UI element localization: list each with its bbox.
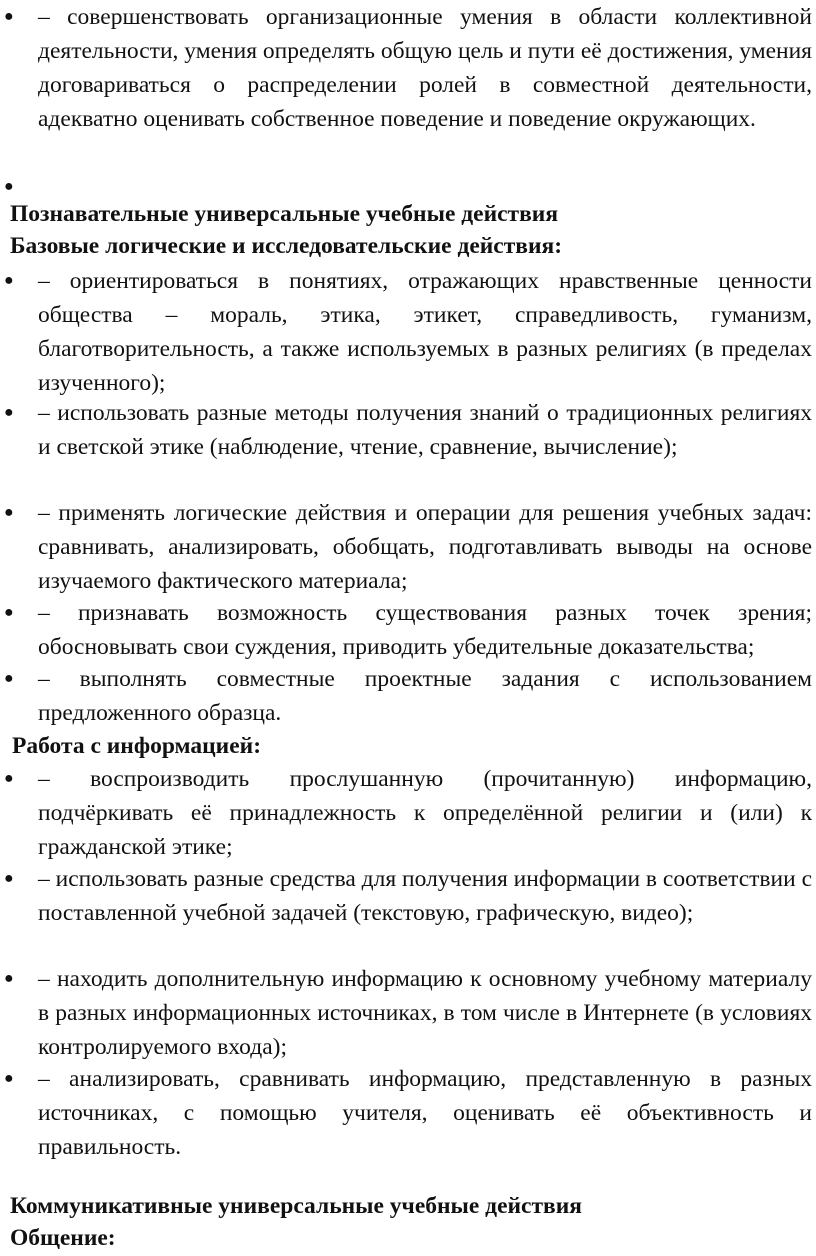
bullet-icon: ● [4, 504, 14, 521]
info-list-3 [0, 962, 816, 1064]
list-item [0, 596, 816, 664]
info-list-4 [0, 1062, 816, 1164]
info-list-2 [0, 862, 816, 930]
section-title-information: Работа с информацией: [12, 733, 262, 759]
cognitive-list-3 [0, 496, 816, 598]
list-item-text: – воспроизводить прослушанную (прочитанную) информацию, подчёркивать её принадлежность к определённой религии и (или) к гражданской этике; [38, 766, 812, 860]
list-item [0, 962, 816, 1064]
list-item-text: – находить дополнительную информацию к основному учебному материалу в разных информационных источниках, в том числе в Интернете (в условиях контролируемого входа); [38, 966, 812, 1060]
list-item-text: – применять логические действия и операции для решения учебных задач: сравнивать, анализировать, обобщать, подготавливать выводы на основе изучаемого фактического материала; [38, 500, 812, 594]
bullet-icon: ● [4, 8, 14, 25]
section-title-cognitive: Познавательные универсальные учебные действия [10, 201, 559, 227]
cognitive-list-4 [0, 596, 816, 664]
list-item [0, 264, 816, 400]
list-item-text: – совершенствовать организационные умения в области коллективной деятельности, умения определять общую цель и пути её достижения, умения договариваться о распределении ролей в совместной деятельности, адекватно оценивать собственное поведение и поведение окружающих. [38, 4, 812, 132]
section-subtitle-communication: Общение: [10, 1225, 116, 1251]
cognitive-list [0, 264, 816, 400]
bullet-icon: ● [4, 870, 14, 887]
list-item [0, 1062, 816, 1164]
list-item-text: – выполнять совместные проектные задания с использованием предложенного образца. [38, 666, 812, 726]
cognitive-list-5 [0, 662, 816, 730]
bullet-icon: ● [4, 272, 14, 289]
info-list-1 [0, 762, 816, 864]
bullet-icon: ● [4, 604, 14, 621]
list-item [0, 862, 816, 930]
section-subtitle-logical: Базовые логические и исследовательские действия: [10, 233, 563, 259]
list-item [0, 762, 816, 864]
list-item-text: – анализировать, сравнивать информацию, представленную в разных источниках, с помощью учителя, оценивать её объективность и правильность. [38, 1066, 812, 1160]
list-item-text: – использовать разные методы получения знаний о традиционных религиях и светской этике (наблюдение, чтение, сравнение, вычисление); [38, 400, 812, 460]
cognitive-list-2 [0, 396, 816, 464]
top-list [0, 0, 816, 136]
list-item [0, 662, 816, 730]
list-item [0, 496, 816, 598]
bullet-icon: ● [4, 770, 14, 787]
bullet-icon: ● [4, 970, 14, 987]
list-item-text: – использовать разные средства для получения информации в соответствии с поставленной учебной задачей (текстовую, графическую, видео); [38, 866, 812, 926]
list-item-text: – ориентироваться в понятиях, отражающих нравственные ценности общества – мораль, этика, этикет, справедливость, гуманизм, благотворительность, а также используемых в разных религиях (в пределах изученного); [38, 268, 812, 396]
list-item [0, 396, 816, 464]
bullet-icon: ● [4, 1070, 14, 1087]
list-item [0, 0, 816, 136]
list-item-text: – признавать возможность существования разных точек зрения; обосновывать свои суждения, приводить убедительные доказательства; [38, 600, 812, 660]
section-title-communicative: Коммуникативные универсальные учебные действия [10, 1193, 582, 1219]
bullet-icon: ● [4, 404, 14, 421]
bullet-icon: ● [4, 670, 14, 687]
bullet-icon: ● [4, 178, 14, 195]
